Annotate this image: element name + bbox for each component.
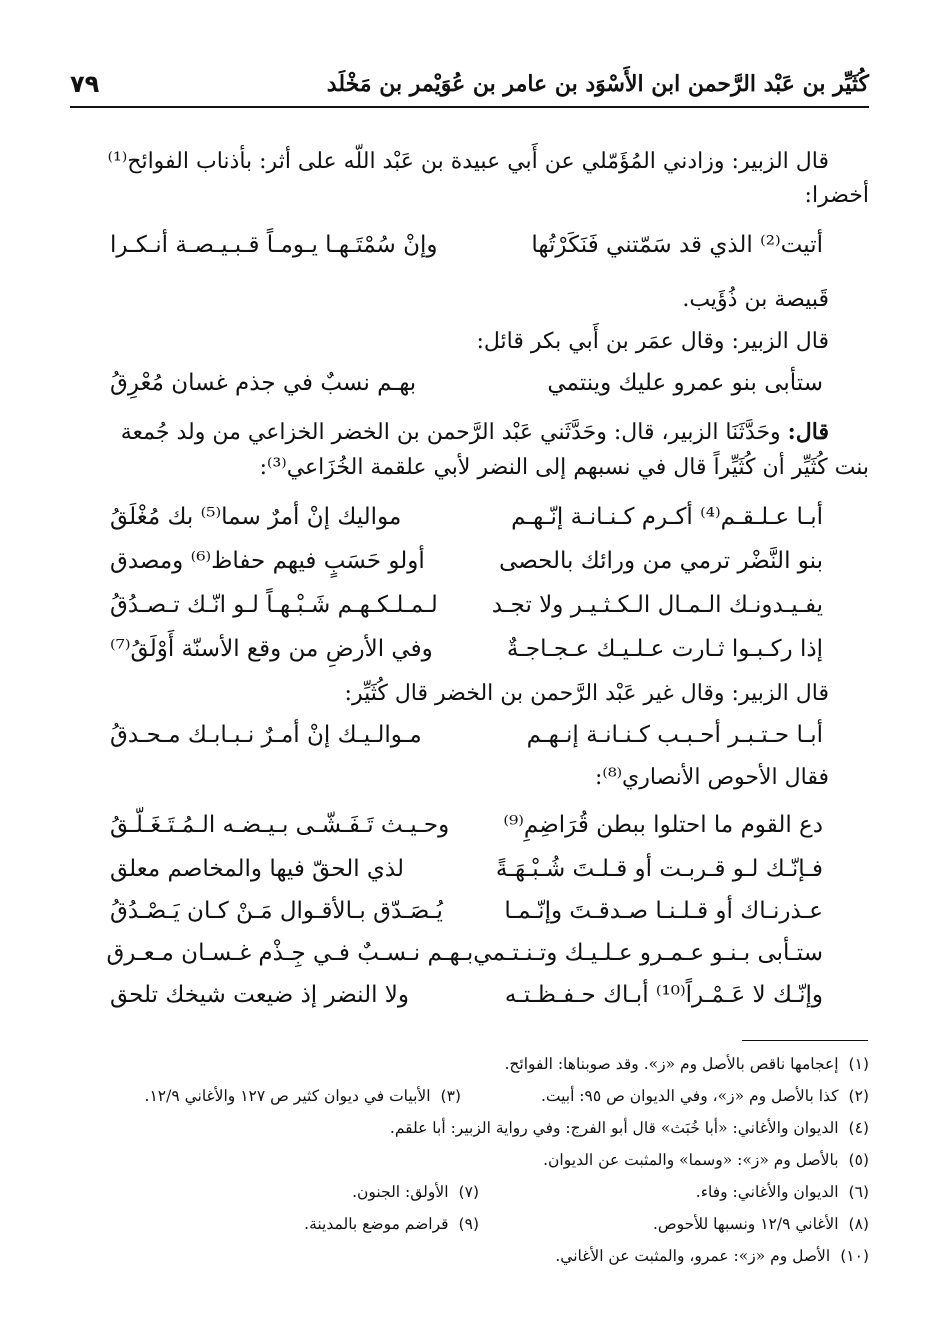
verse-first-hemistich: دع القوم ما احتلوا ببطن قُرَاضِمِ⁽⁹⁾ <box>503 812 823 838</box>
paragraph-line: قَبيصة بن ذُؤَيب. <box>682 287 829 312</box>
verse-second-hemistich: لذي الحقّ فيها والمخاصم معلق <box>110 856 405 882</box>
verse-first-hemistich: فـإنّـك لـو قـربـت أو قـلـتَ شُـبْـهَـةً <box>495 856 823 882</box>
verse-first-hemistich: إذا ركـبـوا ثـارت عـلـيـك عـجـاجـةٌ <box>506 636 823 662</box>
verse-1 <box>110 232 823 272</box>
verse-first-hemistich: أبـا عـلـقـم⁽⁴⁾ أكـرم كـنـانـة إنّـهـم <box>511 504 823 530</box>
verse-first-hemistich: بنو النَّضْر ترمي من ورائك بالحصى <box>499 548 823 574</box>
footnote-text: الأبيات في ديوان كثير ص ١٢٧ والأغاني ١٢/٩. <box>144 1087 431 1105</box>
verse-3 <box>110 504 823 544</box>
paragraph-3 <box>70 326 869 358</box>
paragraph-4 <box>70 416 869 449</box>
verse-second-hemistich: وإنْ سُمْتَـهـا يـومـاً قـبـيـصـة أنـكـرا <box>110 232 438 258</box>
verse-first-hemistich: ستـأبى بـنـو عـمـرو عـلـيـك وتـنـتـمي <box>473 940 823 966</box>
footnote-number: (٨) <box>848 1215 869 1233</box>
footnote-text: قراضم موضع بالمدينة. <box>304 1215 449 1233</box>
footnote-text: كذا بالأصل وم «ز»، وفي الديوان ص ٩٥: أبيت. <box>540 1087 839 1105</box>
paragraph-5 <box>70 678 869 710</box>
page-number: ٧٩ <box>70 70 100 98</box>
verse-10 <box>110 898 823 938</box>
paragraph-4-cont <box>70 452 869 484</box>
paragraph-line: فقال الأحوص الأنصاري⁽⁸⁾: <box>594 765 829 790</box>
footnote-2 <box>541 1084 869 1108</box>
speaker-label: قال: <box>787 419 829 445</box>
footnote-text: الأولق: الجنون. <box>352 1183 449 1201</box>
verse-5 <box>110 592 823 632</box>
verse-11 <box>106 940 823 980</box>
paragraph-line: قال الزبير: وقال غير عَبْد الرَّحمن بن الخضر قال كُثَيِّر: <box>344 681 829 706</box>
footnote-5 <box>543 1148 869 1172</box>
footnote-text: بالأصل وم «ز»: «وسما» والمثبت عن الديوان. <box>543 1151 839 1169</box>
paragraph-2 <box>70 284 869 316</box>
paragraph-line: قال الزبير: وزادني المُؤَمّلي عن أَبي عبيدة بن عَبْد اللّه على أثر: بأذناب الفوائح⁽¹⁾ <box>107 149 829 174</box>
verse-second-hemistich: بـهـم نـسـبٌ فـي جِـذْم غـسـان مـعـرق <box>106 940 474 966</box>
footnote-text: الأصل وم «ز»: عمرو، والمثبت عن الأغاني. <box>555 1247 831 1265</box>
paragraph-1-cont <box>70 180 869 212</box>
verse-first-hemistich: أبـا حـتـبـر أحـبـب كـنـانـة إنـهـم <box>526 722 823 748</box>
footnote-separator <box>742 1040 868 1041</box>
verse-first-hemistich: يفـيـدونـك الـمـال الـكـثـيـر ولا تجـد <box>491 592 823 618</box>
footnote-number: (٤) <box>848 1119 869 1137</box>
footnote-9 <box>304 1212 479 1236</box>
footnote-8 <box>653 1212 869 1236</box>
footnote-number: (٢) <box>848 1087 869 1105</box>
verse-second-hemistich: وحـيـث تَـفَـشّـى بـيـضـه الـمُـتَـغَـلّـقُ <box>110 812 450 838</box>
footnote-number: (٦) <box>848 1183 869 1201</box>
footnote-text: الديوان والأغاني: وفاء. <box>695 1183 839 1201</box>
verse-first-hemistich: وإنّـك لا عَـمْـراً⁽¹⁰⁾ أبـاك حـفـظـتـه <box>504 982 823 1008</box>
running-header <box>70 62 869 108</box>
verse-second-hemistich: لـمـلـكـهـم شَـبْـهـاً لـو انّـك تـصـدُقُ <box>110 592 438 618</box>
verse-first-hemistich: أتيت⁽²⁾ الذي قد سَمّتني فَنَكَرْتُها <box>531 232 823 258</box>
footnote-6 <box>696 1180 869 1204</box>
footnote-number: (٩) <box>458 1215 479 1233</box>
footnote-10 <box>555 1244 869 1268</box>
footnote-text: إعجامها ناقص بالأصل وم «ز». وقد صوبناها: الفوائح. <box>504 1055 839 1073</box>
verse-2 <box>110 370 823 410</box>
paragraph-6 <box>70 762 869 794</box>
verse-4 <box>110 548 823 588</box>
verse-second-hemistich: يُـصَـدّق بـالأقـوال مَـنْ كـان يَـصْـدُقُ <box>110 898 443 924</box>
verse-second-hemistich: مـوالـيـك إنْ أمـرٌ نـبـابـك مـحـدقُ <box>110 722 422 748</box>
verse-second-hemistich: مواليك إنْ أمرٌ سما⁽⁵⁾ بك مُغْلَقُ <box>110 504 402 530</box>
verse-second-hemistich: بهـم نسبٌ في جذم غسان مُعْرِقُ <box>110 370 417 396</box>
verse-first-hemistich: عـذرنـاك أو قـلـنـا صـدقـتَ وإنّـمـا <box>504 898 823 924</box>
footnote-number: (١) <box>848 1055 869 1073</box>
footnote-1 <box>504 1052 869 1076</box>
verse-6 <box>110 636 823 676</box>
paragraph-1 <box>70 146 869 178</box>
verse-7 <box>110 722 823 762</box>
footnote-number: (٥) <box>848 1151 869 1169</box>
verse-second-hemistich: ولا النضر إذ ضيعت شيخك تلحق <box>110 982 410 1008</box>
paragraph-line: أخضرا: <box>804 183 869 208</box>
running-title: كُثَيِّر بن عَبْد الرَّحمن ابن الأَسْوَد بن عامر بن عُوَيْمر بن مَخْلَد <box>326 71 869 97</box>
verse-9 <box>110 856 823 896</box>
footnote-number: (٣) <box>440 1087 461 1105</box>
verse-second-hemistich: أولو حَسَبٍ فيهم حفاظ⁽⁶⁾ ومصدق <box>110 548 425 574</box>
footnote-4 <box>390 1116 869 1140</box>
footnote-text: الأغاني ١٢/٩ ونسبها للأحوص. <box>652 1215 839 1233</box>
footnote-number: (٧) <box>458 1183 479 1201</box>
footnote-7 <box>352 1180 479 1204</box>
footnote-number: (١٠) <box>840 1247 869 1265</box>
verse-12 <box>110 982 823 1022</box>
verse-second-hemistich: وفي الأرضِ من وقع الأسنّة أَوْلَقُ⁽⁷⁾ <box>110 636 433 662</box>
verse-first-hemistich: ستأبى بنو عمرو عليك وينتمي <box>547 370 823 396</box>
paragraph-line: قال الزبير: وقال عمَر بن أَبي بكر قائل: <box>476 329 829 354</box>
footnote-3 <box>145 1084 461 1108</box>
footnote-text: الديوان والأغاني: «أبا خُبَث» قال أبو الفرج: وفي رواية الزبير: أبا علقم. <box>389 1119 839 1137</box>
paragraph-line: بنت كُثَيِّر أن كُثَيِّراً قال في نسبهم إلى النضر لأبي علقمة الخُزَاعي⁽³⁾: <box>259 455 869 480</box>
verse-8 <box>110 812 823 852</box>
paragraph-line: قال: وحَدَّثَنَا الزبير، قال: وحَدَّثَني عَبْد الرَّحمن بن الخضر الخزاعي من ولد جُمعة <box>120 419 829 445</box>
